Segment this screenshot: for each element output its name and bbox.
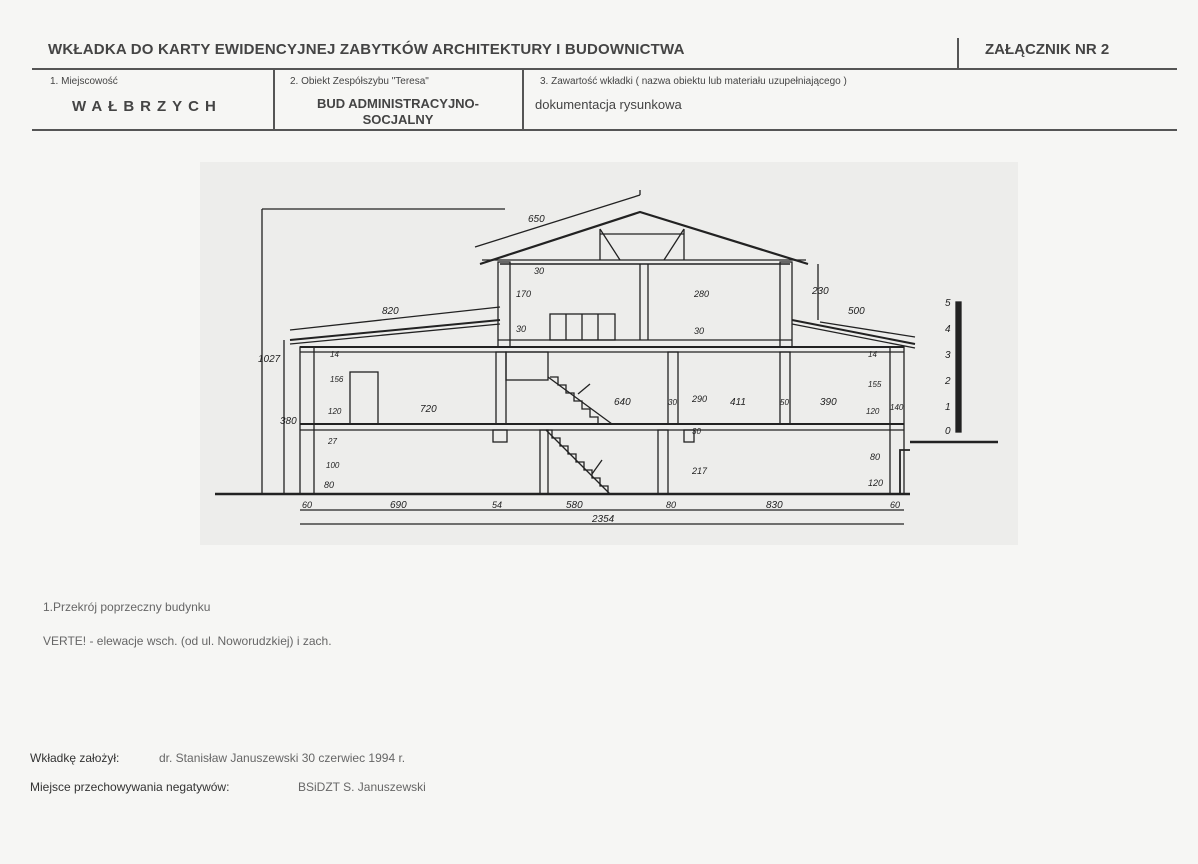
scale-5: 5 — [945, 298, 951, 309]
dim-640: 640 — [614, 397, 631, 408]
caption-verte: VERTE! - elewacje wsch. (od ul. Noworudzkiej) i zach. — [43, 634, 332, 648]
dim-156: 156 — [330, 375, 344, 384]
storage-value: BSiDZT S. Januszewski — [298, 780, 426, 794]
dim-155: 155 — [868, 380, 882, 389]
dim-30b: 30 — [516, 324, 527, 334]
object-label: 2. Obiekt Zespółszybu "Teresa" — [290, 76, 429, 87]
object-value-line1: BUD ADMINISTRACYJNO- — [316, 96, 480, 111]
dim-b80: 80 — [666, 500, 677, 510]
scale-3: 3 — [945, 350, 951, 361]
author-label: Wkładkę założył: — [30, 751, 120, 765]
scale-0: 0 — [945, 426, 951, 437]
dim-b690: 690 — [390, 500, 407, 511]
dim-720: 720 — [420, 404, 437, 415]
dim-30c: 30 — [694, 326, 705, 336]
caption-section: 1.Przekrój poprzeczny budynku — [43, 600, 211, 614]
dim-30a: 30 — [534, 266, 545, 276]
annex-label: ZAŁĄCZNIK NR 2 — [985, 41, 1110, 58]
dim-390: 390 — [820, 397, 837, 408]
content-value: dokumentacja rysunkowa — [535, 97, 682, 112]
dim-b2354: 2354 — [592, 514, 615, 525]
cross-section-svg — [200, 162, 1018, 545]
dim-14b: 14 — [868, 350, 877, 359]
scale-1: 1 — [945, 402, 951, 413]
dim-650: 650 — [528, 214, 545, 225]
dim-30e: 30 — [692, 427, 701, 436]
dim-b54: 54 — [492, 500, 503, 510]
dim-380: 380 — [280, 416, 297, 427]
fields-rule — [32, 129, 1177, 131]
dim-120a: 120 — [328, 407, 342, 416]
dim-b830: 830 — [766, 500, 783, 511]
dim-217: 217 — [692, 466, 708, 476]
locality-value: WAŁBRZYCH — [72, 98, 222, 115]
dim-140: 140 — [890, 403, 904, 412]
header-divider — [957, 38, 959, 68]
dim-14a: 14 — [330, 350, 339, 359]
dim-30d: 30 — [668, 398, 677, 407]
dim-411: 411 — [730, 397, 746, 408]
content-label: 3. Zawartość wkładki ( nazwa obiektu lub materiału uzupełniającego ) — [540, 76, 847, 87]
scale-2: 2 — [945, 376, 951, 387]
object-value — [280, 96, 516, 128]
dim-120b: 120 — [866, 407, 880, 416]
storage-label: Miejsce przechowywania negatywów: — [30, 780, 230, 794]
dim-290: 290 — [692, 394, 708, 404]
field-divider-1 — [273, 68, 275, 130]
header-rule — [32, 68, 1177, 70]
card-title: WKŁADKA DO KARTY EWIDENCYJNEJ ZABYTKÓW ARCHITEKTURY I BUDOWNICTWA — [48, 41, 685, 58]
locality-label: 1. Miejscowość — [50, 76, 118, 87]
dim-820: 820 — [382, 306, 399, 317]
author-value: dr. Stanisław Januszewski 30 czerwiec 1994 r. — [159, 751, 406, 765]
dim-b580: 580 — [566, 500, 583, 511]
dim-80b: 80 — [870, 452, 881, 462]
scale-4: 4 — [945, 324, 951, 335]
dim-1027: 1027 — [258, 354, 281, 365]
cross-section-drawing — [200, 162, 1018, 545]
dim-120c: 120 — [868, 478, 884, 488]
dim-500: 500 — [848, 306, 865, 317]
dim-280: 280 — [694, 289, 710, 299]
dim-27: 27 — [328, 437, 337, 446]
dim-b60b: 60 — [890, 500, 901, 510]
dim-80a: 80 — [324, 480, 335, 490]
dim-230: 230 — [812, 286, 829, 297]
dim-b60a: 60 — [302, 500, 313, 510]
field-divider-2 — [522, 68, 524, 130]
dim-100: 100 — [326, 461, 340, 470]
object-value-line2: SOCJALNY — [362, 112, 434, 127]
dim-170: 170 — [516, 289, 532, 299]
dim-50: 50 — [780, 398, 789, 407]
